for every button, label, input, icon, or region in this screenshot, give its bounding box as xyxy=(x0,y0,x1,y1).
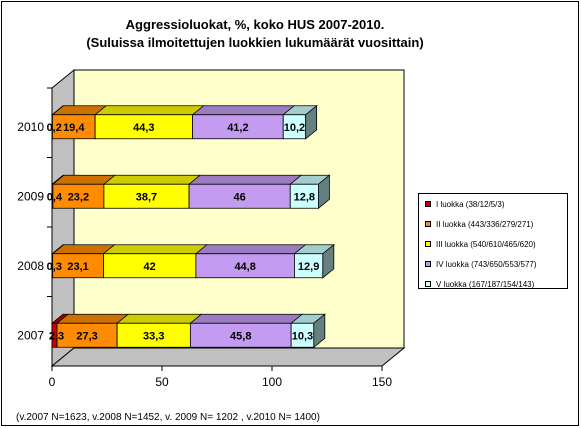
legend-item xyxy=(424,260,567,280)
y-tick-label: 2010 xyxy=(17,119,44,134)
data-label: 19,4 xyxy=(63,121,85,134)
data-label: 46 xyxy=(233,191,246,204)
y-tick-label: 2007 xyxy=(17,328,44,343)
data-label: 38,7 xyxy=(135,191,158,204)
bar-top-face xyxy=(57,314,128,323)
x-tick-label: 150 xyxy=(371,375,393,389)
chart-footnote: (v.2007 N=1623, v.2008 N=1452, v. 2009 N= 1202 , v.2010 N= 1400) xyxy=(16,412,320,423)
legend-item xyxy=(424,240,567,260)
data-label: 44,3 xyxy=(133,121,155,134)
legend-label: V luokka (167/187/154/143) xyxy=(436,280,535,289)
legend-swatch xyxy=(425,241,431,247)
data-label: 23,1 xyxy=(67,260,89,273)
data-label: 0,4 xyxy=(46,191,63,204)
legend-swatch xyxy=(425,221,431,227)
data-label: 42 xyxy=(143,260,156,273)
chart-floor xyxy=(52,348,404,366)
legend-item xyxy=(424,220,567,240)
bar-top-face xyxy=(189,175,301,184)
y-tick-label: 2008 xyxy=(17,258,44,273)
bar-top-face xyxy=(95,106,203,115)
legend-label: II luokka (443/336/279/271) xyxy=(436,220,534,229)
data-label: 12,8 xyxy=(293,191,316,204)
data-label: 23,2 xyxy=(67,191,90,204)
bar-top-face xyxy=(196,245,306,254)
legend-label: I luokka (38/12/5/3) xyxy=(436,200,505,209)
data-label: 33,3 xyxy=(143,330,165,343)
x-tick-label: 50 xyxy=(155,375,169,389)
x-tick-label: 0 xyxy=(48,375,56,389)
chart-title: Aggressioluokat, %, koko HUS 2007-2010. xyxy=(125,17,385,32)
legend-item xyxy=(424,200,567,220)
bar-top-face xyxy=(190,314,302,323)
data-label: 27,3 xyxy=(76,330,98,343)
data-label: 0,3 xyxy=(46,260,62,273)
data-label: 2,3 xyxy=(48,330,65,343)
bar-top-face xyxy=(104,175,200,184)
legend-item xyxy=(424,280,567,300)
data-label: 45,8 xyxy=(230,330,252,343)
data-label: 12,9 xyxy=(297,260,320,273)
data-label: 44,8 xyxy=(234,260,256,273)
legend-swatch xyxy=(425,201,431,207)
chart-legend xyxy=(418,193,568,289)
y-tick-label: 2009 xyxy=(17,189,44,204)
legend-label: IV luokka (743/650/553/577) xyxy=(436,260,537,269)
data-label: 41,2 xyxy=(227,121,249,134)
data-label: 0,2 xyxy=(46,121,62,134)
data-label: 10,2 xyxy=(283,121,306,134)
bar-top-face xyxy=(117,314,201,323)
chart-subtitle: (Suluissa ilmoitettujen luokkien lukumäärät vuosittain) xyxy=(86,35,424,50)
bar-top-face xyxy=(193,106,295,115)
legend-swatch xyxy=(425,281,431,287)
legend-label: III luokka (540/610/465/620) xyxy=(436,240,536,249)
bar-top-face xyxy=(103,245,206,254)
legend-swatch xyxy=(425,261,431,267)
data-label: 10,3 xyxy=(291,330,314,343)
x-tick-label: 100 xyxy=(261,375,283,389)
